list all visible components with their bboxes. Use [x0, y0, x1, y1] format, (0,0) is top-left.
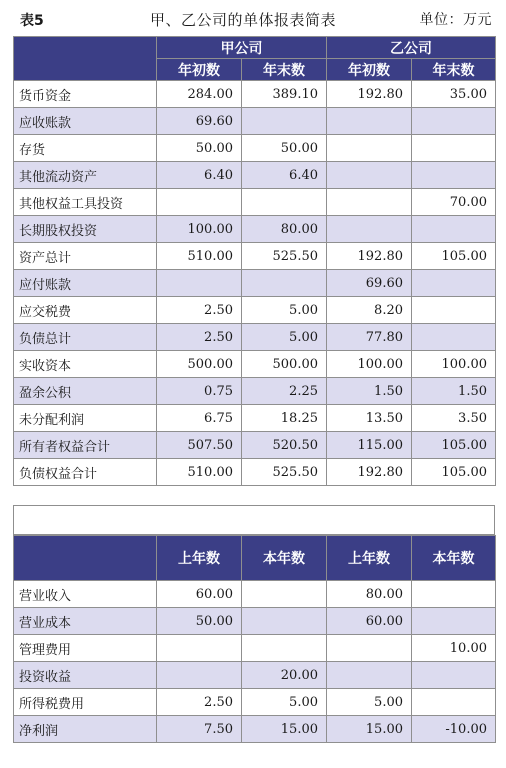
value-cell	[412, 162, 496, 189]
value-cell: 20.00	[242, 662, 327, 689]
company-header-a: 甲公司	[157, 37, 327, 59]
value-cell: 100.00	[157, 216, 242, 243]
value-cell: 69.60	[327, 270, 412, 297]
period-header: 年末数	[242, 59, 327, 81]
corner-cell	[14, 37, 157, 81]
table-row	[14, 689, 496, 716]
table-row	[14, 189, 496, 216]
row-label: 营业成本	[14, 608, 157, 635]
value-cell	[242, 270, 327, 297]
period-header: 本年数	[242, 536, 327, 581]
value-cell: 6.40	[157, 162, 242, 189]
value-cell: 5.00	[242, 689, 327, 716]
value-cell	[412, 608, 496, 635]
period-header: 年末数	[412, 59, 496, 81]
value-cell	[327, 135, 412, 162]
value-cell: 77.80	[327, 324, 412, 351]
table-unit: 单位：万元	[419, 12, 492, 28]
value-cell	[242, 635, 327, 662]
value-cell: 2.50	[157, 297, 242, 324]
period-header: 上年数	[157, 536, 242, 581]
row-label: 应付账款	[14, 270, 157, 297]
corner-cell	[14, 536, 157, 581]
table-title: 甲、乙公司的单体报表简表	[150, 11, 337, 29]
value-cell: 510.00	[157, 243, 242, 270]
value-cell: 80.00	[327, 581, 412, 608]
value-cell: 8.20	[327, 297, 412, 324]
table-row	[14, 162, 496, 189]
value-cell	[157, 662, 242, 689]
table-caption	[0, 0, 506, 34]
value-cell: 105.00	[412, 243, 496, 270]
table-row	[14, 324, 496, 351]
value-cell: 35.00	[412, 81, 496, 108]
value-cell: 105.00	[412, 432, 496, 459]
value-cell: 50.00	[242, 135, 327, 162]
value-cell	[242, 189, 327, 216]
table-row	[14, 270, 496, 297]
table-row	[14, 459, 496, 486]
table-row	[14, 432, 496, 459]
row-label: 盈余公积	[14, 378, 157, 405]
period-header: 年初数	[157, 59, 242, 81]
row-label: 其他权益工具投资	[14, 189, 157, 216]
row-label: 应收账款	[14, 108, 157, 135]
value-cell: 192.80	[327, 81, 412, 108]
value-cell: 510.00	[157, 459, 242, 486]
value-cell: 105.00	[412, 459, 496, 486]
table-number: 表5	[20, 13, 44, 29]
value-cell: 500.00	[157, 351, 242, 378]
value-cell	[412, 297, 496, 324]
company-header-b: 乙公司	[327, 37, 496, 59]
balance-sheet-table	[13, 36, 496, 486]
income-statement-table	[13, 535, 496, 743]
value-cell	[412, 689, 496, 716]
row-label: 长期股权投资	[14, 216, 157, 243]
value-cell	[327, 108, 412, 135]
value-cell	[412, 216, 496, 243]
row-label: 负债权益合计	[14, 459, 157, 486]
table-row	[14, 581, 496, 608]
table-row	[14, 135, 496, 162]
row-label: 未分配利润	[14, 405, 157, 432]
value-cell: 100.00	[412, 351, 496, 378]
value-cell: 2.25	[242, 378, 327, 405]
row-label: 净利润	[14, 716, 157, 743]
value-cell	[327, 162, 412, 189]
value-cell: 5.00	[242, 324, 327, 351]
value-cell: 284.00	[157, 81, 242, 108]
table-row	[14, 243, 496, 270]
table-row	[14, 81, 496, 108]
value-cell: 69.60	[157, 108, 242, 135]
value-cell: 115.00	[327, 432, 412, 459]
value-cell: 60.00	[327, 608, 412, 635]
value-cell: 1.50	[412, 378, 496, 405]
row-label: 存货	[14, 135, 157, 162]
value-cell: 15.00	[242, 716, 327, 743]
value-cell: 500.00	[242, 351, 327, 378]
value-cell: 5.00	[327, 689, 412, 716]
value-cell	[242, 581, 327, 608]
row-label: 其他流动资产	[14, 162, 157, 189]
value-cell	[327, 216, 412, 243]
row-label: 资产总计	[14, 243, 157, 270]
table-row	[14, 378, 496, 405]
row-label: 营业收入	[14, 581, 157, 608]
value-cell: 3.50	[412, 405, 496, 432]
row-label: 管理费用	[14, 635, 157, 662]
row-label: 所得税费用	[14, 689, 157, 716]
value-cell: 2.50	[157, 689, 242, 716]
value-cell: 10.00	[412, 635, 496, 662]
value-cell: 50.00	[157, 135, 242, 162]
value-cell: 5.00	[242, 297, 327, 324]
value-cell: 18.25	[242, 405, 327, 432]
table-row	[14, 662, 496, 689]
row-label: 货币资金	[14, 81, 157, 108]
value-cell	[412, 662, 496, 689]
value-cell: 525.50	[242, 243, 327, 270]
value-cell: 0.75	[157, 378, 242, 405]
table-row	[14, 716, 496, 743]
period-header: 本年数	[412, 536, 496, 581]
value-cell: 192.80	[327, 243, 412, 270]
table-row	[14, 351, 496, 378]
table-row	[14, 297, 496, 324]
table-row	[14, 608, 496, 635]
table-row	[14, 635, 496, 662]
table-row	[14, 108, 496, 135]
row-label: 负债总计	[14, 324, 157, 351]
value-cell	[157, 270, 242, 297]
value-cell: -10.00	[412, 716, 496, 743]
value-cell	[412, 581, 496, 608]
value-cell: 507.50	[157, 432, 242, 459]
value-cell: 7.50	[157, 716, 242, 743]
row-label: 实收资本	[14, 351, 157, 378]
period-header: 年初数	[327, 59, 412, 81]
value-cell	[157, 635, 242, 662]
value-cell: 100.00	[327, 351, 412, 378]
value-cell	[412, 108, 496, 135]
value-cell: 80.00	[242, 216, 327, 243]
row-label: 所有者权益合计	[14, 432, 157, 459]
period-header: 上年数	[327, 536, 412, 581]
value-cell	[157, 189, 242, 216]
value-cell: 2.50	[157, 324, 242, 351]
value-cell: 60.00	[157, 581, 242, 608]
value-cell: 1.50	[327, 378, 412, 405]
value-cell	[242, 108, 327, 135]
value-cell	[412, 270, 496, 297]
value-cell	[327, 662, 412, 689]
value-cell: 13.50	[327, 405, 412, 432]
value-cell: 50.00	[157, 608, 242, 635]
value-cell: 6.75	[157, 405, 242, 432]
value-cell: 70.00	[412, 189, 496, 216]
table-row	[14, 216, 496, 243]
value-cell: 192.80	[327, 459, 412, 486]
value-cell	[242, 608, 327, 635]
row-label: 应交税费	[14, 297, 157, 324]
value-cell	[412, 135, 496, 162]
value-cell: 525.50	[242, 459, 327, 486]
value-cell: 520.50	[242, 432, 327, 459]
value-cell	[412, 324, 496, 351]
value-cell: 6.40	[242, 162, 327, 189]
table-spacer	[13, 505, 495, 535]
value-cell	[327, 635, 412, 662]
row-label: 投资收益	[14, 662, 157, 689]
value-cell: 389.10	[242, 81, 327, 108]
value-cell: 15.00	[327, 716, 412, 743]
value-cell	[327, 189, 412, 216]
table-row	[14, 405, 496, 432]
